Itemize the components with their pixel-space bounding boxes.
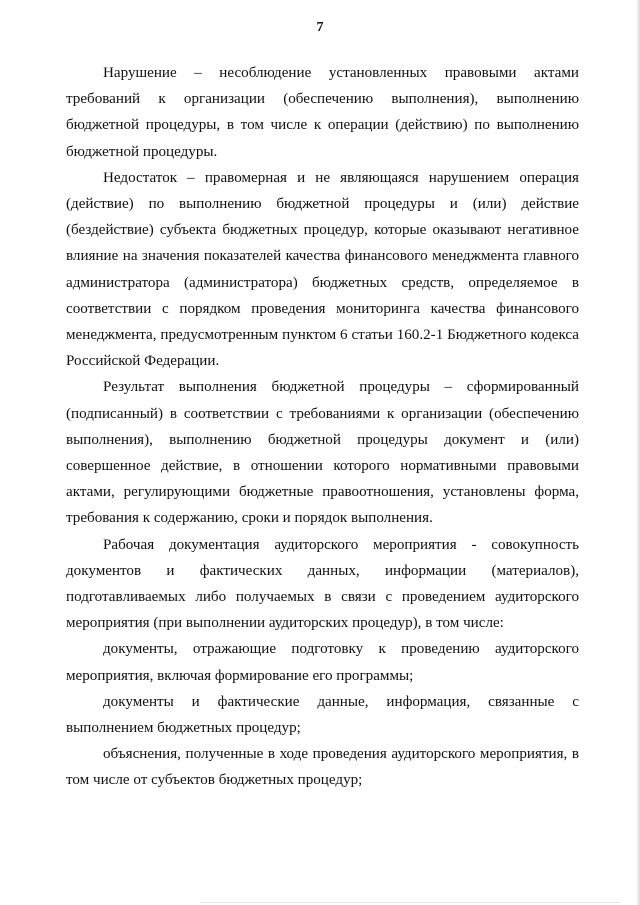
list-item-explanations: объяснения, полученные в ходе проведения аудиторского мероприятия, в том числе от субъектов бюджетных процедур; bbox=[66, 746, 579, 789]
list-item-preparation-documents: документы, отражающие подготовку к проведению аудиторского мероприятия, включая формирование его программы; bbox=[66, 641, 579, 684]
document-body bbox=[66, 60, 579, 794]
paragraph-violation-definition: Нарушение – несоблюдение установленных правовыми актами требований к организации (обеспечению выполнения), выполнению бюджетной процедуры, в том числе к операции (действию) по выполнению бюджетной процедуры. bbox=[66, 65, 579, 160]
page-number: 7 bbox=[316, 20, 324, 35]
scan-bottom-line bbox=[200, 902, 620, 903]
list-item-procedure-documents: документы и фактические данные, информация, связанные с выполнением бюджетных процедур; bbox=[66, 693, 579, 737]
paragraph-result-definition: Результат выполнения бюджетной процедуры – сформированный (подписанный) в соответствии с требованиями к организации (обеспечению выполнения), выполнению бюджетной процедуры документ и (или) совершенное действие, в отношении которого нормативными правовыми актами, регулирующими бюджетные правоотношения, установлены форма, требования к содержанию, сроки и порядок выполнения. bbox=[66, 379, 579, 527]
scan-edge-shadow bbox=[636, 0, 640, 905]
paragraph-deficiency-definition: Недостаток – правомерная и не являющаяся нарушением операция (действие) по выполнению бюджетной процедуры и (или) действие (бездействие) субъекта бюджетных процедур, которые оказывают негативное влияние на значения показателей качества финансового менеджмента главного администратора (администратора) бюджетных средств, определяемое в соответствии с порядком проведения мониторинга качества финансового менеджмента, предусмотренным пунктом 6 статьи 160.2-1 Бюджетного кодекса Российской Федерации. bbox=[66, 169, 579, 370]
paragraph-working-documentation-definition: Рабочая документация аудиторского мероприятия - совокупность документов и фактических данных, информации (материалов), подготавливаемых либо получаемых в связи с проведением аудиторского мероприятия (при выполнении аудиторских процедур), в том числе: bbox=[66, 536, 579, 632]
